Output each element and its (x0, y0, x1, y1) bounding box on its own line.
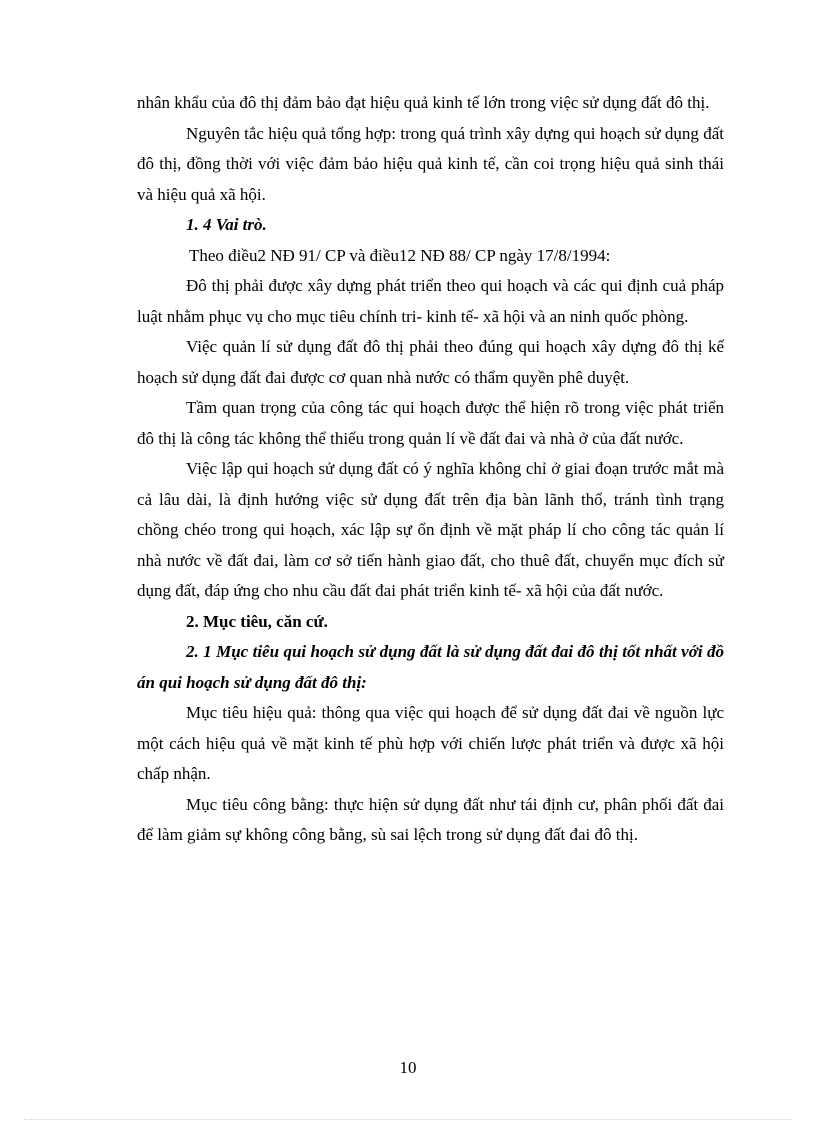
section-heading-role: 1. 4 Vai trò. (186, 215, 267, 234)
paragraph-continuation: nhân khẩu của đô thị đảm bảo đạt hiệu quả kinh tế lớn trong việc sử dụng đất đô thị. (137, 93, 710, 112)
paragraph-synthesis-principle: Nguyên tắc hiệu quả tổng hợp: trong quá trình xây dựng qui hoạch sử dụng đất đô thị, đồng thời với việc đảm bảo hiệu quả kinh tế, cần coi trọng hiệu quả sinh thái và hiệu quả xã hội. (137, 123, 724, 204)
document-page-body (137, 88, 724, 851)
paragraph-efficiency-goal: Mục tiêu hiệu quả: thông qua việc qui hoạch để sử dụng đất đai về nguồn lực một cách hiệu quả về mặt kinh tế phù hợp với chiến lược phát triển và được xã hội chấp nhận. (137, 703, 724, 783)
subsection-heading-goal: 2. 1 Mục tiêu qui hoạch sử dụng đất là sử dụng đất đai đô thị tốt nhất với đồ án qui hoạch sử dụng đất đô thị: (137, 642, 724, 692)
paragraph-urban-development: Đô thị phải được xây dựng phát triển theo qui hoạch và các qui định cuả pháp luật nhằm phục vụ cho mục tiêu chính tri- kinh tế- xã hội và an ninh quốc phòng. (137, 276, 724, 326)
footer-divider (24, 1119, 792, 1120)
paragraph-equity-goal: Mục tiêu công bằng: thực hiện sử dụng đất như tái định cư, phân phối đất đai để làm giảm sự không công bằng, sù sai lệch trong sử dụng đất đai đô thị. (137, 794, 724, 844)
page-number: 10 (399, 1058, 417, 1077)
paragraph-legal-reference: Theo điều2 NĐ 91/ CP và điều12 NĐ 88/ CP ngày 17/8/1994: (189, 245, 611, 265)
paragraph-land-management: Việc quản lí sử dụng đất đô thị phải theo đúng qui hoạch xây dựng đô thị kế hoạch sử dụng đất đai được cơ quan nhà nước có thẩm quyền phê duyệt. (137, 337, 724, 387)
section-heading-goals: 2. Mục tiêu, căn cứ. (186, 611, 328, 631)
paragraph-planning-meaning: Việc lập qui hoạch sử dụng đất có ý nghĩa không chỉ ở giai đoạn trước mắt mà cả lâu dài, là định hướng việc sử dụng đất trên địa bàn lãnh thổ, tránh tình trạng chồng chéo trong qui hoạch, xác lập sự ổn định về mặt pháp lí cho công tác quản lí nhà nước về đất đai, làm cơ sở tiến hành giao đất, cho thuê đất, chuyển mục đích sử dụng đất, đáp ứng cho nhu cầu đất đai phát triển kinh tế- xã hội của đất nước. (137, 459, 724, 600)
paragraph-planning-importance: Tầm quan trọng của công tác qui hoạch được thể hiện rõ trong việc phát triển đô thị là công tác không thể thiếu trong quản lí về đất đai và nhà ở của đất nước. (137, 398, 724, 448)
